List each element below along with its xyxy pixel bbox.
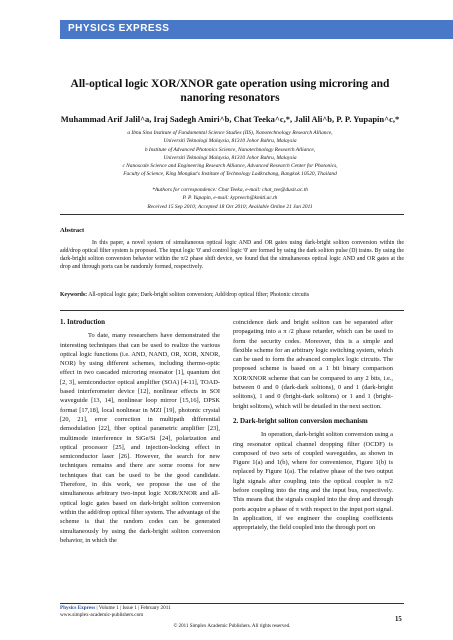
section-heading-introduction: 1. Introduction: [60, 318, 105, 326]
author-list: Muhammad Arif Jalil^a, Iraj Sadegh Amiri^b, Chat Teeka^c,*, Jalil Ali^b, P. P. Yupapin^c,*: [60, 114, 400, 124]
abstract-text: In this paper, a novel system of simultaneous optical logic AND and OR gates using dark-bright soliton conversion within the add/drop optical filter system is proposed. The input logic '0' and control logic '0' are formed by using the dark soliton pulse (D) trains. By using the dark-bright soliton conversion behavior within the π/2 phase shift device, we found that the simultaneous optical logic AND and OR gates at the drop and through ports can be randomly formed, respectively.: [60, 240, 404, 270]
keywords-label: Keywords:: [60, 292, 88, 298]
affiliation-line: Faculty of Science, King Mongkut's Institute of Technology Ladkrabang, Bangkok 10520, Thailand: [123, 171, 337, 178]
journal-tab-label: PHYSICS EXPRESS: [68, 23, 170, 34]
divider-top: [60, 214, 404, 215]
mechanism-text: In operation, dark-bright soliton conversion using a ring resonator optical channel dropping filter (OCDF) is composed of two sets of coupled waveguides, as shown in Figure 1(a) and 1(b), where for convenience, Figure 1(b) is replaced by Figure 1(a). The relative phase of the two output light signals after coupling into the optical coupler is π/2 before coupling into the ring and the input bus, respectively. This means that the signals coupled into the drop and through ports acquire a phase of π with respect to the input port signal. In application, if we engineer the coupling coefficients appropriately, the field coupled into the through port on: [233, 431, 393, 532]
footer-website[interactable]: www.simplex-academic-publishers.com: [60, 612, 144, 618]
affiliation-line: Universiti Teknologi Malaysia, 81310 Johor Bahru, Malaysia: [163, 154, 297, 161]
footer: [60, 605, 171, 619]
footer-journal: Physics Express: [60, 605, 96, 611]
divider-middle: [60, 310, 404, 311]
abstract-heading: Abstract: [60, 227, 85, 234]
affiliation-line: a Ibnu Sina Institute of Fundamental Science Studies (IIS), Nanotechnology Research Alliance,: [127, 130, 333, 136]
left-column: [60, 318, 220, 545]
right-column: [233, 318, 393, 533]
footer-volume: | Volume 1 | Issue 1 | February 2011: [95, 605, 171, 611]
page-number: 15: [395, 616, 402, 623]
received-dates: Received 15 Sep 2010; Accepted 18 Oct 2010; Available Online 21 Jan 2011: [147, 203, 313, 210]
divider-footer: [60, 603, 404, 604]
correspondence-block: [60, 186, 400, 211]
introduction-text: To date, many researchers have demonstrated the interesting techniques that can be used to realize the various optical logic functions (i.e. AND, NAND, OR, XOR, XNOR, NOR) by using different schemes, including thermo-optic effect in two cascaded microring resonator [1], quantum dot [2, 3], semiconductor optical amplifier (SOA) [4-11], TOAD-based interferometer device [12], nonlinear effects in SOI waveguide [13, 14], nonlinear loop mirror [15,16], DPSK format [17,18], local nonlinear in MZI [19], photonic crystal [20, 21], error correction in multipath differential demodulation [22], fiber optical parametric amplifier [23], multimode interference in SiGe/Si [24], polarization and optical processor [25], and injection-locking effect in semiconductor laser [26]. However, the search for new techniques remains and there are some rooms for new techniques that can be used to be the good candidate. Therefore, in this work, we propose the use of the simultaneous arbitrary two-input logic XOR/XNOR and all-optical logic gates based on dark-bright soliton conversion within the add/drop optical filter system. The advantage of the scheme is that the random codes can be generated simultaneously by using the dark-bright soliton conversion behavior, in which the: [60, 332, 220, 544]
keywords-text: All-optical logic gate; Dark-bright soliton conversion; Add/drop optical filter; Photonic circuits: [88, 292, 310, 298]
affiliation-line: b Institute of Advanced Photonics Science, Nanotechnology Research Alliance,: [144, 146, 316, 153]
journal-header: [0, 0, 453, 44]
introduction-continued-text: coincidence dark and bright soliton can be separated after propagating into a π /2 phase retarder, which can be used to form the security codes. Moreover, this is a simple and flexible scheme for an arbitrary logic switching system, which can be used to form the advanced complex logic circuits. The proposed scheme is based on a 1 bit binary comparison XOR/XNOR scheme that can be compared to any 2 bits, i.e., between 0 and 0 (dark-dark solitons), 0 and 1 (dark-bright solitons), 1 and 0 (bright-dark solitons) or 1 and 1 (bright-bright solitons), which will be detailed in the next section.: [233, 319, 393, 410]
correspondence-line: P. P. Yupapin, e-mail: kypreech@kmitl.ac.th: [182, 195, 278, 202]
affiliation-line: Universiti Teknologi Malaysia, 81310 Johor Bahru, Malaysia: [163, 138, 297, 145]
affiliation-line: c Nanoscale Science and Engineering Research Alliance, Advanced Research Center for Photonics,: [122, 163, 338, 170]
correspondence-line: *Authors for correspondence: Chat Teeka, e-mail: chat_tee@dusit.ac.th: [152, 187, 308, 193]
copyright-notice: © 2011 Simplex Academic Publishers. All rights reserved.: [173, 624, 291, 629]
affiliations: [60, 129, 400, 179]
journal-tab: [60, 20, 453, 39]
keywords: [60, 292, 404, 300]
section-heading-mechanism: 2. Dark-bright soliton conversion mechanism: [233, 416, 368, 425]
paper-title: All-optical logic XOR/XNOR gate operation using microring and nanoring resonators: [70, 78, 390, 104]
